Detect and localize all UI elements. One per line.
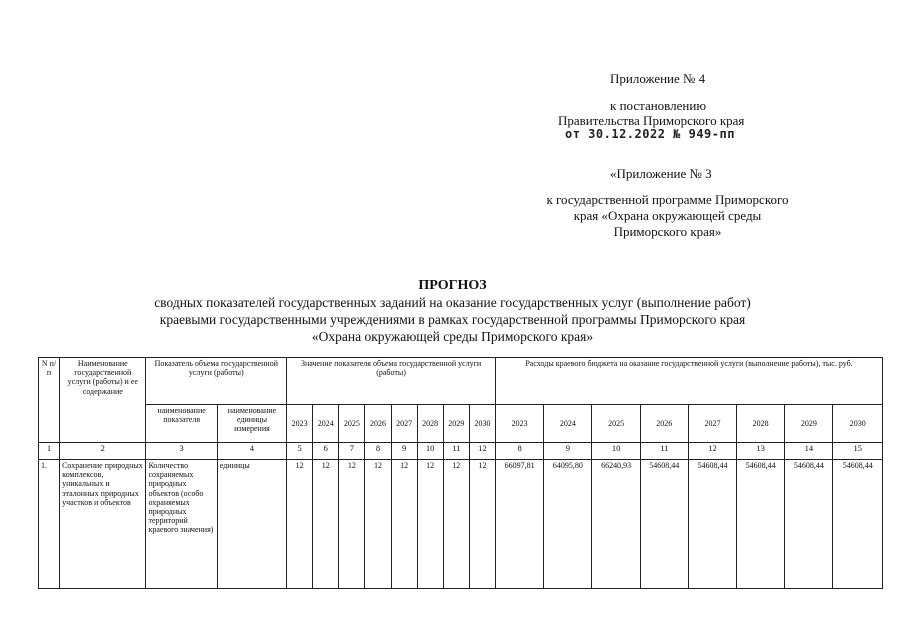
document-title: ПРОГНОЗ (418, 278, 487, 293)
expense-year-header: 2025 (592, 405, 640, 443)
row-number: 1. (39, 460, 60, 589)
appendix-government: Правительства Приморского края (558, 113, 745, 128)
volume-year-header: 2023 (287, 405, 313, 443)
column-number: 10 (592, 443, 640, 460)
volume-value: 12 (313, 460, 339, 589)
expense-value: 54608,44 (737, 460, 785, 589)
column-number: 3 (146, 443, 217, 460)
handwritten-date-number: от 30.12.2022 № 949-пп (565, 127, 735, 141)
header-indicator-unit: наименование единицы измерения (217, 405, 286, 443)
header-row-years (39, 405, 883, 443)
volume-value: 12 (391, 460, 417, 589)
column-number: 15 (833, 443, 883, 460)
document-subtitle-line3: «Охрана окружающей среды Приморского края» (311, 329, 594, 344)
expense-value: 64095,80 (544, 460, 592, 589)
appendix-program-line2: края «Охрана окружающей среды (573, 208, 762, 223)
appendix-prior: «Приложение № 3 (610, 166, 712, 181)
expense-year-header: 2028 (737, 405, 785, 443)
header-indicator-group: Показатель объема государственной услуги (работы) (146, 358, 287, 405)
expense-value: 66097,81 (496, 460, 544, 589)
document-subtitle-line2: краевыми государственными учреждениями в рамках государственной программы Приморского края (159, 312, 746, 327)
volume-value: 12 (469, 460, 495, 589)
column-number: 4 (217, 443, 286, 460)
volume-year-header: 2026 (365, 405, 391, 443)
column-number: 8 (365, 443, 391, 460)
volume-value: 12 (365, 460, 391, 589)
column-number: 9 (391, 443, 417, 460)
column-number: 1 (39, 443, 60, 460)
appendix-resolution: к постановлению (610, 98, 707, 113)
volume-year-header: 2028 (417, 405, 443, 443)
column-number: 12 (688, 443, 736, 460)
volume-year-header: 2025 (339, 405, 365, 443)
row-service-name: Сохранение природных комплексов, уникальных и эталонных природных участков и объектов (60, 460, 146, 589)
volume-value: 12 (287, 460, 313, 589)
header-service: Наименование государственной услуги (работы) и ее содержание (60, 358, 146, 443)
expense-value: 66240,93 (592, 460, 640, 589)
volume-value: 12 (417, 460, 443, 589)
expense-value: 54608,44 (785, 460, 833, 589)
volume-year-header: 2027 (391, 405, 417, 443)
row-indicator-name: Количество сохраняемых природных объектов (особо охраняемых природных территорий краевого значения) (146, 460, 217, 589)
column-number: 11 (443, 443, 469, 460)
column-number: 12 (469, 443, 495, 460)
column-number: 11 (640, 443, 688, 460)
column-number: 2 (60, 443, 146, 460)
column-number-row (39, 443, 883, 460)
volume-value: 12 (339, 460, 365, 589)
expense-year-header: 2029 (785, 405, 833, 443)
column-number: 14 (785, 443, 833, 460)
header-indicator-name: наименование показателя (146, 405, 217, 443)
volume-year-header: 2030 (469, 405, 495, 443)
expense-value: 54608,44 (833, 460, 883, 589)
column-number: 7 (339, 443, 365, 460)
header-row-groups (39, 358, 883, 405)
table-row (39, 460, 883, 589)
column-number: 8 (496, 443, 544, 460)
column-number: 10 (417, 443, 443, 460)
header-num: N п/п (39, 358, 60, 443)
volume-year-header: 2024 (313, 405, 339, 443)
expense-year-header: 2026 (640, 405, 688, 443)
header-volume-group: Значение показателя объема государственной услуги (работы) (287, 358, 496, 405)
appendix-program-line1: к государственной программе Приморского (546, 192, 789, 207)
appendix-program-line3: Приморского края» (613, 224, 722, 239)
appendix-number: Приложение № 4 (610, 71, 706, 86)
document-subtitle-line1: сводных показателей государственных заданий на оказание государственных услуг (выполнение работ) (154, 295, 751, 310)
column-number: 5 (287, 443, 313, 460)
column-number: 6 (313, 443, 339, 460)
expense-value: 54608,44 (640, 460, 688, 589)
expense-year-header: 2027 (688, 405, 736, 443)
expense-value: 54608,44 (688, 460, 736, 589)
volume-value: 12 (443, 460, 469, 589)
expense-year-header: 2030 (833, 405, 883, 443)
volume-year-header: 2029 (443, 405, 469, 443)
forecast-table (38, 357, 883, 589)
expense-year-header: 2024 (544, 405, 592, 443)
header-expense-group: Расходы краевого бюджета на оказание государственной услуги (выполнение работы), тыс. руб. (496, 358, 883, 405)
row-indicator-unit: единицы (217, 460, 286, 589)
expense-year-header: 2023 (496, 405, 544, 443)
column-number: 9 (544, 443, 592, 460)
column-number: 13 (737, 443, 785, 460)
